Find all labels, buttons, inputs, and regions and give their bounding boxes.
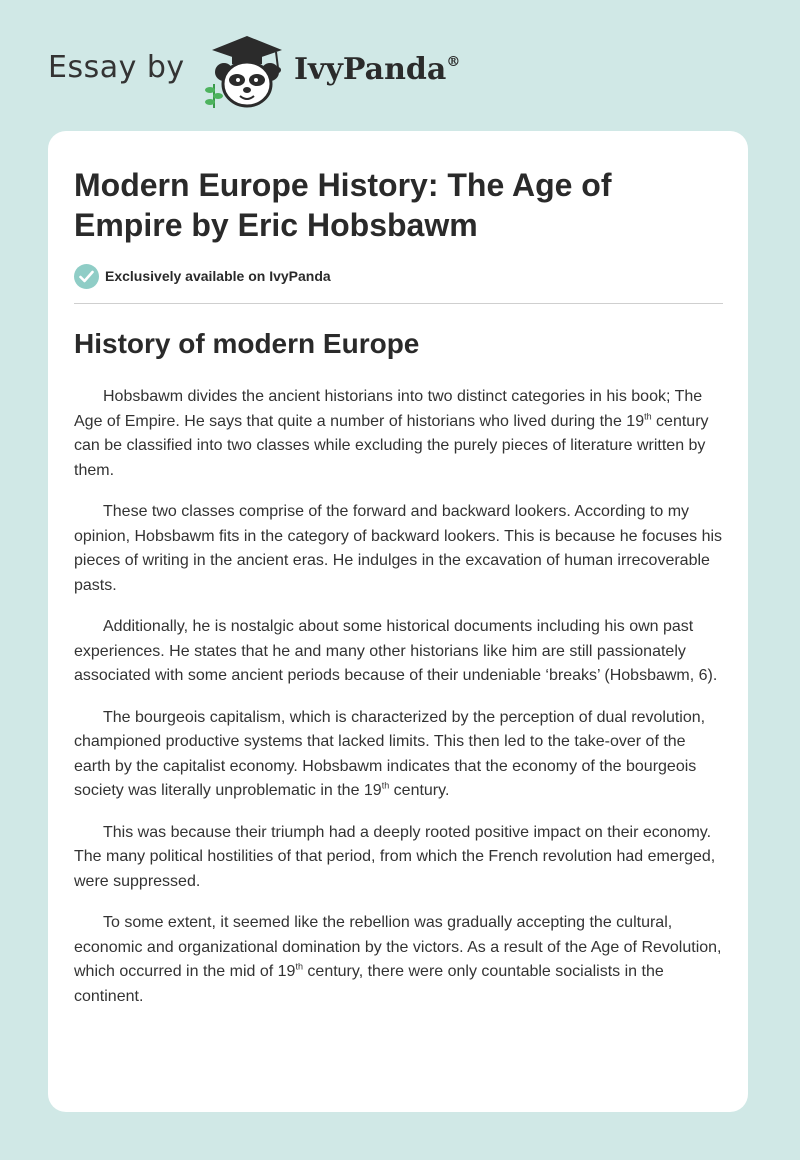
essay-by-text: Essay by — [48, 50, 185, 85]
registered-mark: ® — [446, 54, 461, 70]
essay-body — [74, 385, 724, 1026]
section-heading: History of modern Europe — [74, 328, 420, 359]
panda-graduate-icon[interactable] — [202, 32, 292, 112]
site-header — [0, 0, 800, 130]
exclusive-badge — [74, 263, 331, 289]
paragraph: Additionally, he is nostalgic about some historical documents including his own past experiences. He states that he and many other historians like him are still passionately associated with some ancient periods because of their undeniable ‘breaks’ (Hobsbawm, 6). — [74, 618, 718, 684]
brand-logo-text[interactable] — [294, 52, 460, 87]
exclusive-badge-label: Exclusively available on IvyPanda — [105, 268, 331, 284]
paragraph: These two classes comprise of the forward and backward lookers. According to my opinion, Hobsbawm fits in the category of backward lookers. This is because he focuses his pieces of writing in the ancient eras. He indulges in the excavation of human irrecoverable pasts. — [74, 503, 723, 594]
divider — [74, 303, 723, 304]
paragraph: Hobsbawm divides the ancient historians into two distinct categories in his book; The Age of Empire. He says that quite a number of historians who lived during the 19th century can be classified into two classes while excluding the purely pieces of literature written by them. — [74, 388, 709, 479]
paragraph: The bourgeois capitalism, which is characterized by the perception of dual revolution, championed productive systems that lacked limits. This then led to the take-over of the earth by the capitalist economy. Hobsbawm indicates that the economy of the bourgeois society was literally unproblematic in the 19th century. — [74, 708, 706, 799]
paragraph: To some extent, it seemed like the rebellion was gradually accepting the cultural, economic and organizational domination by the victors. As a result of the Age of Revolution, which occurred in the mid of 19th century, there were only countable socialists in the continent. — [74, 914, 722, 1005]
paragraph: This was because their triumph had a deeply rooted positive impact on their economy. The many political hostilities of that period, from which the French revolution had emerged, were suppressed. — [74, 823, 716, 890]
brand-name: IvyPanda — [294, 52, 447, 87]
check-circle-icon — [74, 264, 99, 289]
essay-title: Modern Europe History: The Age of Empire by Eric Hobsbawm — [74, 167, 612, 243]
essay-card — [48, 131, 748, 1112]
